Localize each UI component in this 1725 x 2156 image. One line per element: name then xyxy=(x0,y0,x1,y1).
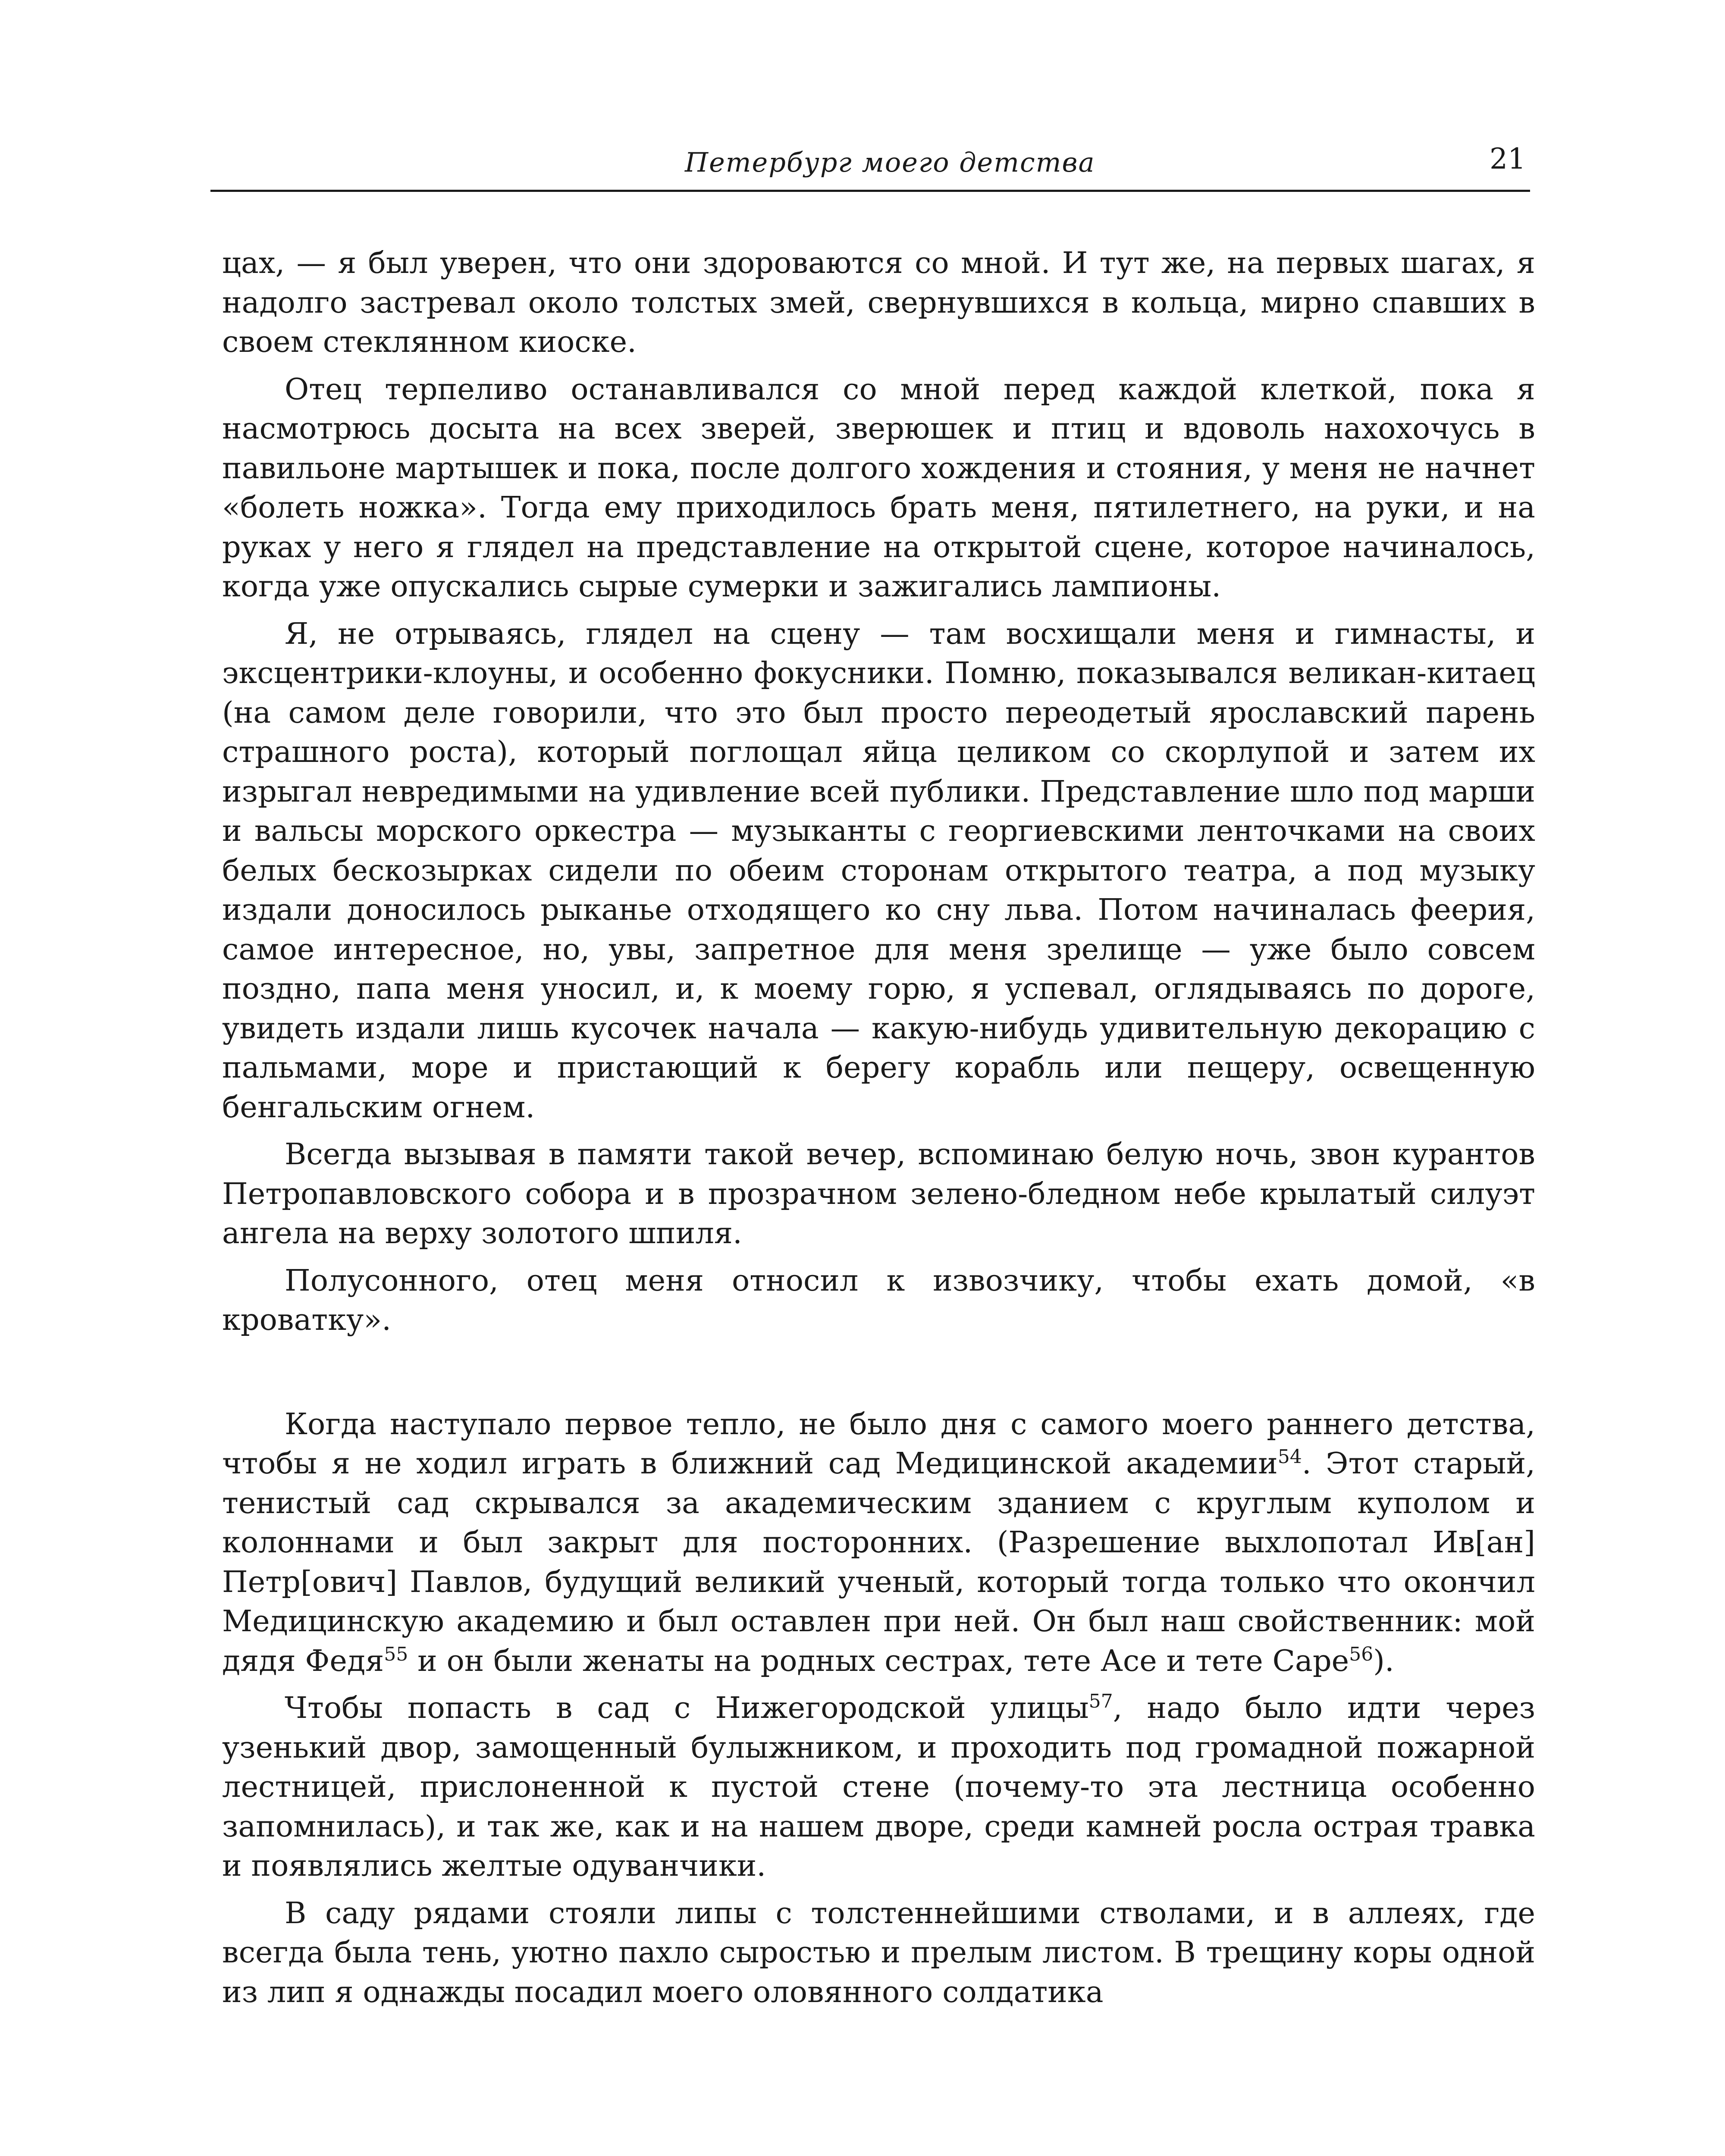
paragraph-text: , надо было идти через узенький двор, замощенный булыжником, и проходить под громадной пожарной лестницей, прислоненной к пустой стене (почему-то эта лестница особенно запомнилась), и так же, как и на нашем дворе, среди камней росла острая травка и появлялись желтые одуванчики. xyxy=(222,1691,1535,1883)
paragraph-gap xyxy=(222,607,1535,614)
paragraph-text: Чтобы попасть в сад с Нижегородской улицы xyxy=(285,1691,1089,1725)
paragraph: Я, не отрываясь, глядел на сцену — там восхищали меня и гимнасты, и эксцентрики-клоуны, и особенно фокусники. Помню, показывался великан-китаец (на самом деле говорили, что это был просто переодетый ярославский парень страшного роста), который поглощал яйца целиком со скорлупой и затем их изрыгал невредимыми на удивление всей публики. Представление шло под марши и вальсы морского оркестра — музыканты с георгиевскими ленточками на своих белых бескозырках сидели по обеим сторонам открытого театра, а под музыку издали доносилось рыканье отходящего ко сну льва. Потом начиналась феерия, самое интересное, но, увы, запретное для меня зрелище — уже было совсем поздно, папа меня уносил, и, к моему горю, я успевал, оглядываясь по дороге, увидеть издали лишь кусочек начала — какую-нибудь удивительную декорацию с пальмами, море и пристающий к берегу корабль или пещеру, освещенную бенгальским огнем. xyxy=(222,616,1535,1125)
footnote-ref: 57 xyxy=(1088,1690,1113,1713)
paragraph-gap xyxy=(222,1681,1535,1689)
paragraph-text: Когда наступало первое тепло, не было дня с самого моего раннего детства, чтобы я не ходил играть в ближний сад Медицинской академии xyxy=(222,1407,1535,1481)
paragraph-gap xyxy=(222,362,1535,370)
footnote-ref: 54 xyxy=(1277,1446,1302,1468)
running-title: Петербург моего детства xyxy=(685,147,1095,178)
section-break xyxy=(222,1340,1535,1405)
paragraph: Отец терпеливо останавливался со мной перед каждой клеткой, пока я насмотрюсь досыта на всех зверей, зверюшек и птиц и вдоволь нахохочусь в павильоне мартышек и пока, после долгого хождения и стояния, у меня не начнет «болеть ножка». Тогда ему приходилось брать меня, пятилетнего, на руки, и на руках у него я глядел на представление на открытой сцене, которое начиналось, когда уже опускались сырые сумерки и зажигались лампионы. xyxy=(222,372,1535,604)
paragraph-text: ). xyxy=(1373,1643,1394,1678)
paragraph xyxy=(222,1405,1535,1681)
page-number: 21 xyxy=(1490,142,1526,175)
paragraph-text: . Этот старый, тенистый сад скрывался за академическим зданием с круглым куполом и колоннами и был закрыт для посторонних. (Разрешение выхлопотал Ив[ан] Петр[ович] Павлов, будущий великий ученый, который тогда только что окончил Медицинскую академию и был оставлен при ней. Он был наш свойственник: мой дядя Федя xyxy=(222,1446,1536,1678)
body-text xyxy=(222,244,1535,2012)
footnote-ref: 56 xyxy=(1349,1643,1374,1665)
paragraph xyxy=(222,1689,1535,1886)
paragraph-gap xyxy=(222,1886,1535,1894)
paragraph: В саду рядами стояли липы с толстеннейшими стволами, и в аллеях, где всегда была тень, уютно пахло сыростью и прелым листом. В трещину коры одной из лип я однажды посадил моего оловянного солдатика xyxy=(222,1896,1535,2009)
footnote-ref: 55 xyxy=(384,1643,408,1665)
paragraph-text: и он были женаты на родных сестрах, тете Асе и тете Саре xyxy=(408,1643,1349,1678)
paragraph-gap xyxy=(222,1127,1535,1135)
paragraph-gap xyxy=(222,1253,1535,1261)
paragraph: Полусонного, отец меня относил к извозчику, чтобы ехать домой, «в кроватку». xyxy=(222,1263,1535,1337)
running-header xyxy=(210,142,1530,192)
paragraph-continued: цах, — я был уверен, что они здороваются со мной. И тут же, на первых шагах, я надолго застревал около толстых змей, свернувшихся в кольца, мирно спавших в своем стеклянном киоске. xyxy=(222,246,1535,359)
paragraph: Всегда вызывая в памяти такой вечер, вспоминаю белую ночь, звон курантов Петропавловского собора и в прозрачном зелено-бледном небе крылатый силуэт ангела на верху золотого шпиля. xyxy=(222,1137,1535,1250)
